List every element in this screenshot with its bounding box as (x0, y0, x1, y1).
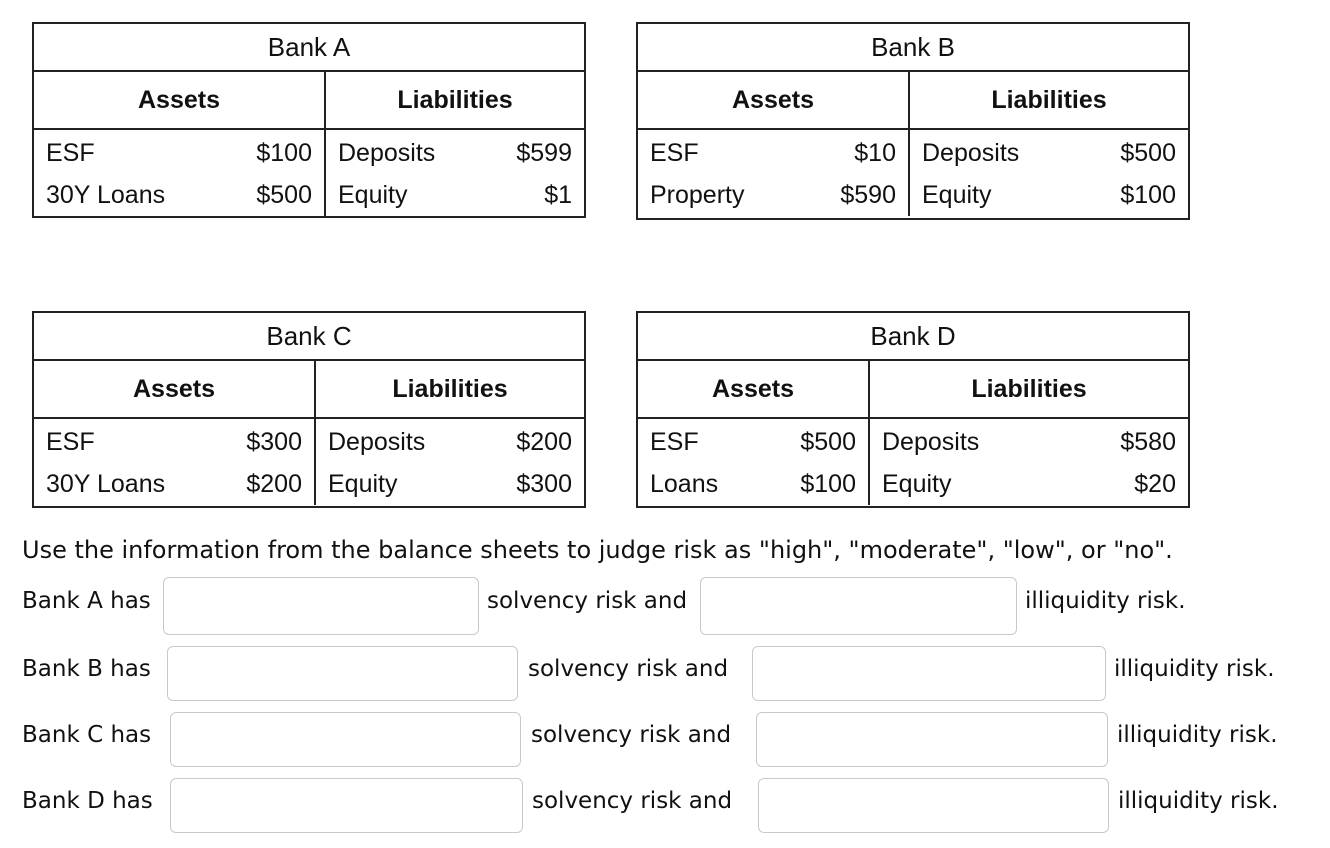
balance-sheet-bank-a (32, 22, 586, 218)
question-d-suffix: illiquidity risk. (1118, 788, 1279, 814)
header-row (34, 72, 584, 130)
liability-row (910, 174, 1188, 216)
asset-value: $590 (840, 180, 896, 209)
asset-row (34, 132, 324, 174)
liability-label: Deposits (338, 138, 436, 167)
asset-row (638, 463, 868, 505)
liabilities-header: Liabilities (971, 374, 1087, 403)
assets-header: Assets (34, 72, 326, 128)
liability-row (326, 174, 584, 216)
liabilities-header: Liabilities (397, 85, 513, 114)
assets-column (34, 130, 326, 216)
asset-value: $10 (854, 138, 896, 167)
balance-sheet-bank-c (32, 311, 586, 508)
liability-value: $500 (1120, 138, 1176, 167)
asset-label: ESF (650, 138, 699, 167)
asset-label: ESF (46, 427, 95, 456)
assets-column (34, 419, 316, 505)
liabilities-header: Liabilities (991, 85, 1107, 114)
instructions-text: Use the information from the balance sheets to judge risk as "high", "moderate", "low", or "no". (22, 536, 1173, 564)
liability-label: Deposits (922, 138, 1020, 167)
asset-value: $100 (256, 138, 312, 167)
asset-row (34, 463, 314, 505)
asset-row (34, 174, 324, 216)
liability-row (870, 421, 1188, 463)
question-a-middle: solvency risk and (487, 588, 688, 614)
question-c-prefix: Bank C has (22, 722, 152, 748)
question-b-middle: solvency risk and (528, 656, 729, 682)
asset-row (638, 174, 908, 216)
question-c-middle: solvency risk and (531, 722, 732, 748)
question-b-suffix: illiquidity risk. (1114, 656, 1275, 682)
header-row (34, 361, 584, 419)
liability-label: Deposits (328, 427, 426, 456)
asset-value: $200 (246, 469, 302, 498)
asset-label: ESF (650, 427, 699, 456)
asset-value: $500 (256, 180, 312, 209)
liability-label: Equity (328, 469, 398, 498)
question-d-middle: solvency risk and (532, 788, 733, 814)
liability-value: $580 (1120, 427, 1176, 456)
liability-row (326, 132, 584, 174)
asset-value: $300 (246, 427, 302, 456)
bank-title: Bank C (34, 313, 584, 361)
assets-column (638, 419, 870, 505)
liability-value: $1 (544, 180, 572, 209)
question-a-suffix: illiquidity risk. (1025, 588, 1186, 614)
balance-sheet-bank-b (636, 22, 1190, 220)
bank-title: Bank D (638, 313, 1188, 361)
bank-title: Bank A (34, 24, 584, 72)
bank-d-illiquidity-input[interactable] (758, 778, 1109, 833)
liability-value: $200 (516, 427, 572, 456)
liability-row (870, 463, 1188, 505)
bank-b-solvency-input[interactable] (167, 646, 518, 701)
question-b-prefix: Bank B has (22, 656, 151, 682)
liability-value: $300 (516, 469, 572, 498)
bank-b-illiquidity-input[interactable] (752, 646, 1106, 701)
liability-row (316, 463, 584, 505)
header-row (638, 72, 1188, 130)
bank-a-solvency-input[interactable] (163, 577, 479, 635)
asset-label: Property (650, 180, 745, 209)
liability-value: $599 (516, 138, 572, 167)
liability-label: Equity (882, 469, 952, 498)
asset-label: 30Y Loans (46, 469, 166, 498)
question-c-suffix: illiquidity risk. (1117, 722, 1278, 748)
liability-value: $20 (1134, 469, 1176, 498)
asset-label: 30Y Loans (46, 180, 166, 209)
assets-column (638, 130, 910, 216)
liability-row (316, 421, 584, 463)
liability-row (910, 132, 1188, 174)
assets-header: Assets (638, 72, 910, 128)
asset-label: Loans (650, 469, 719, 498)
liability-label: Equity (922, 180, 992, 209)
question-d-prefix: Bank D has (22, 788, 153, 814)
liability-label: Equity (338, 180, 408, 209)
asset-value: $500 (800, 427, 856, 456)
bank-c-illiquidity-input[interactable] (756, 712, 1108, 767)
asset-row (638, 421, 868, 463)
question-a-prefix: Bank A has (22, 588, 151, 614)
bank-a-illiquidity-input[interactable] (700, 577, 1017, 635)
liability-value: $100 (1120, 180, 1176, 209)
liabilities-column (316, 419, 584, 505)
liability-label: Deposits (882, 427, 980, 456)
liabilities-column (910, 130, 1188, 216)
balance-sheet-bank-d (636, 311, 1190, 508)
liabilities-column (870, 419, 1188, 505)
assets-header: Assets (638, 361, 870, 417)
bank-d-solvency-input[interactable] (170, 778, 523, 833)
assets-header: Assets (34, 361, 316, 417)
header-row (638, 361, 1188, 419)
bank-title: Bank B (638, 24, 1188, 72)
liabilities-column (326, 130, 584, 216)
bank-c-solvency-input[interactable] (170, 712, 521, 767)
asset-row (34, 421, 314, 463)
asset-label: ESF (46, 138, 95, 167)
asset-value: $100 (800, 469, 856, 498)
asset-row (638, 132, 908, 174)
liabilities-header: Liabilities (392, 374, 508, 403)
